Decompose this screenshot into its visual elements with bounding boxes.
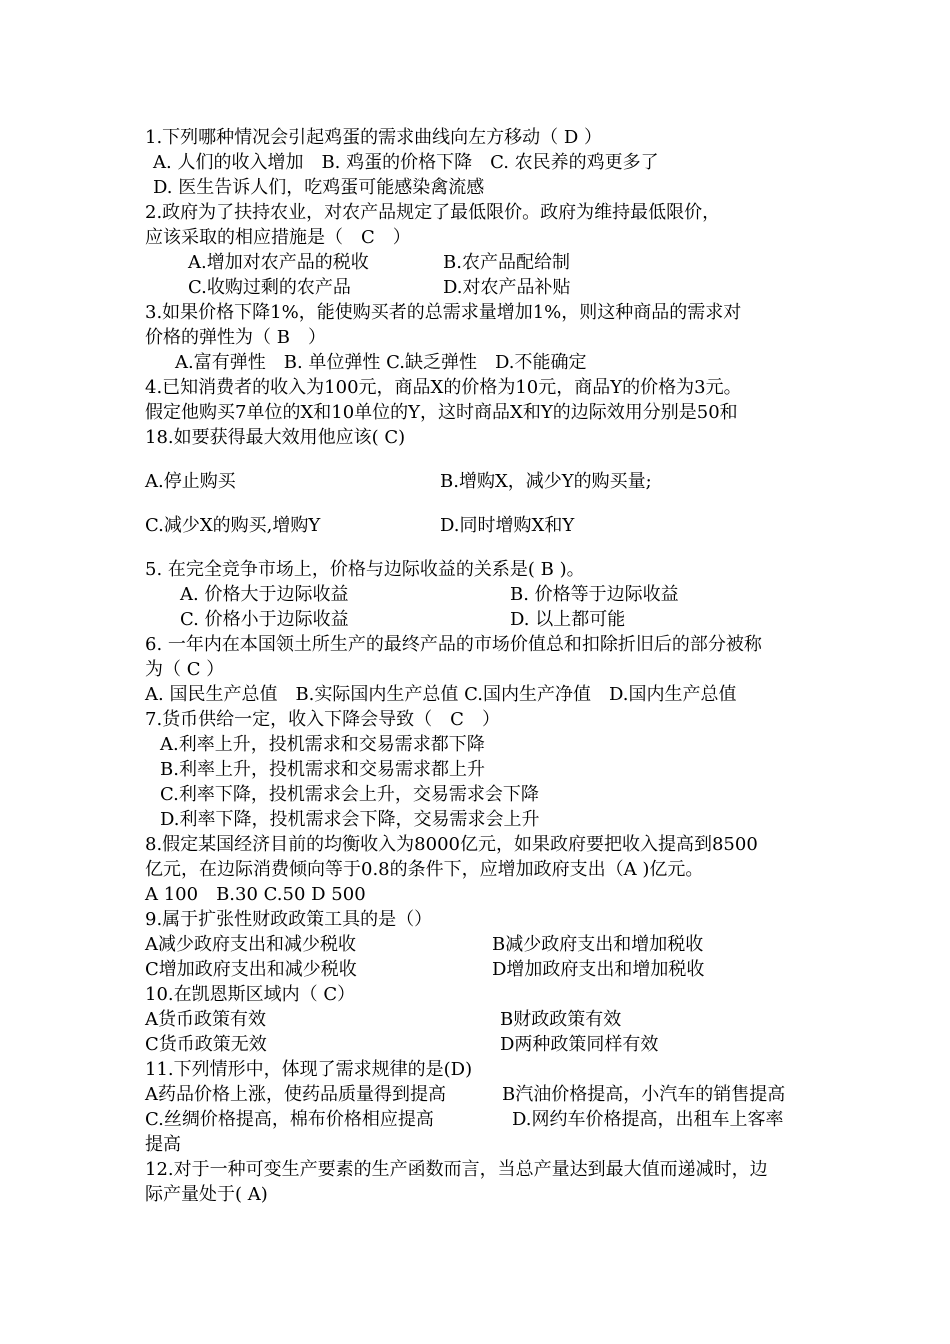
q2-stem-line2: 应该采取的相应措施是（ C ） bbox=[145, 227, 411, 248]
q9-option-b: B减少政府支出和增加税收 bbox=[492, 934, 704, 955]
q2-option-a: A.增加对农产品的税收 bbox=[188, 252, 369, 273]
q8-options: A 100 B.30 C.50 D 500 bbox=[145, 884, 366, 905]
q8-stem-line2: 亿元，在边际消费倾向等于0.8的条件下，应增加政府支出（A )亿元。 bbox=[145, 859, 704, 880]
q12-stem-line1: 12.对于一种可变生产要素的生产函数而言，当总产量达到最大值而递减时，边 bbox=[145, 1159, 768, 1180]
q1-option-d: D. 医生告诉人们，吃鸡蛋可能感染禽流感 bbox=[153, 177, 485, 198]
q11-option-c: C.丝绸价格提高，棉布价格相应提高 bbox=[145, 1109, 434, 1130]
q6-stem-line1: 6. 一年内在本国领土所生产的最终产品的市场价值总和扣除折旧后的部分被称 bbox=[145, 634, 762, 655]
q11-option-a: A药品价格上涨，使药品质量得到提高 bbox=[145, 1084, 446, 1105]
q10-option-b: B财政政策有效 bbox=[500, 1009, 622, 1030]
q7-option-a: A.利率上升，投机需求和交易需求都下降 bbox=[160, 734, 485, 755]
q11-option-b: B汽油价格提高，小汽车的销售提高 bbox=[502, 1084, 786, 1105]
q6-stem-line2: 为（ C ） bbox=[145, 659, 225, 680]
q11-option-d-cont: 提高 bbox=[145, 1134, 181, 1155]
q11-stem: 11.下列情形中，体现了需求规律的是(D) bbox=[145, 1059, 473, 1080]
q5-option-b: B. 价格等于边际收益 bbox=[510, 584, 679, 605]
q5-option-c: C. 价格小于边际收益 bbox=[180, 609, 349, 630]
q10-option-a: A货币政策有效 bbox=[145, 1009, 266, 1030]
q4-option-d: D.同时增购X和Y bbox=[440, 515, 575, 536]
q5-stem: 5. 在完全竞争市场上，价格与边际收益的关系是( B )。 bbox=[145, 559, 585, 580]
q9-option-c: C增加政府支出和减少税收 bbox=[145, 959, 357, 980]
q3-stem-line1: 3.如果价格下降1%，能使购买者的总需求量增加1%，则这种商品的需求对 bbox=[145, 302, 742, 323]
q2-option-c: C.收购过剩的农产品 bbox=[188, 277, 351, 298]
q9-option-d: D增加政府支出和增加税收 bbox=[492, 959, 705, 980]
q4-stem-line1: 4.已知消费者的收入为100元，商品X的价格为10元，商品Y的价格为3元。 bbox=[145, 377, 742, 398]
q4-option-b: B.增购X，减少Y的购买量; bbox=[440, 471, 652, 492]
q4-option-c: C.减少X的购买,增购Y bbox=[145, 515, 321, 536]
q1-stem: 1.下列哪种情况会引起鸡蛋的需求曲线向左方移动（ D ） bbox=[145, 127, 603, 148]
q10-option-d: D两种政策同样有效 bbox=[500, 1034, 659, 1055]
q2-option-d: D.对农产品补贴 bbox=[443, 277, 571, 298]
q6-options: A. 国民生产总值 B.实际国内生产总值 C.国内生产净值 D.国内生产总值 bbox=[145, 684, 737, 705]
q9-option-a: A减少政府支出和减少税收 bbox=[145, 934, 356, 955]
q7-stem: 7.货币供给一定，收入下降会导致（ C ） bbox=[145, 709, 500, 730]
q2-option-b: B.农产品配给制 bbox=[443, 252, 570, 273]
q7-option-d: D.利率下降，投机需求会下降，交易需求会上升 bbox=[160, 809, 540, 830]
q12-stem-line2: 际产量处于( A) bbox=[145, 1184, 268, 1205]
q3-options: A.富有弹性 B. 单位弹性 C.缺乏弹性 D.不能确定 bbox=[175, 352, 587, 373]
q8-stem-line1: 8.假定某国经济目前的均衡收入为8000亿元，如果政府要把收入提高到8500 bbox=[145, 834, 758, 855]
q4-stem-line3: 18.如要获得最大效用他应该( C) bbox=[145, 427, 406, 448]
q10-stem: 10.在凯恩斯区域内（ C） bbox=[145, 984, 356, 1005]
q5-option-a: A. 价格大于边际收益 bbox=[180, 584, 349, 605]
q4-stem-line2: 假定他购买7单位的X和10单位的Y，这时商品X和Y的边际效用分别是50和 bbox=[145, 402, 738, 423]
q7-option-c: C.利率下降，投机需求会上升，交易需求会下降 bbox=[160, 784, 539, 805]
q3-stem-line2: 价格的弹性为（ B ） bbox=[145, 327, 326, 348]
q11-option-d: D.网约车价格提高，出租车上客率 bbox=[512, 1109, 784, 1130]
q5-option-d: D. 以上都可能 bbox=[510, 609, 626, 630]
q10-option-c: C货币政策无效 bbox=[145, 1034, 267, 1055]
q4-option-a: A.停止购买 bbox=[145, 471, 236, 492]
q1-options-a-c: A. 人们的收入增加 B. 鸡蛋的价格下降 C. 农民养的鸡更多了 bbox=[153, 152, 659, 173]
q9-stem: 9.属于扩张性财政政策工具的是（） bbox=[145, 909, 433, 930]
q2-stem-line1: 2.政府为了扶持农业，对农产品规定了最低限价。政府为维持最低限价， bbox=[145, 202, 721, 223]
q7-option-b: B.利率上升，投机需求和交易需求都上升 bbox=[160, 759, 485, 780]
